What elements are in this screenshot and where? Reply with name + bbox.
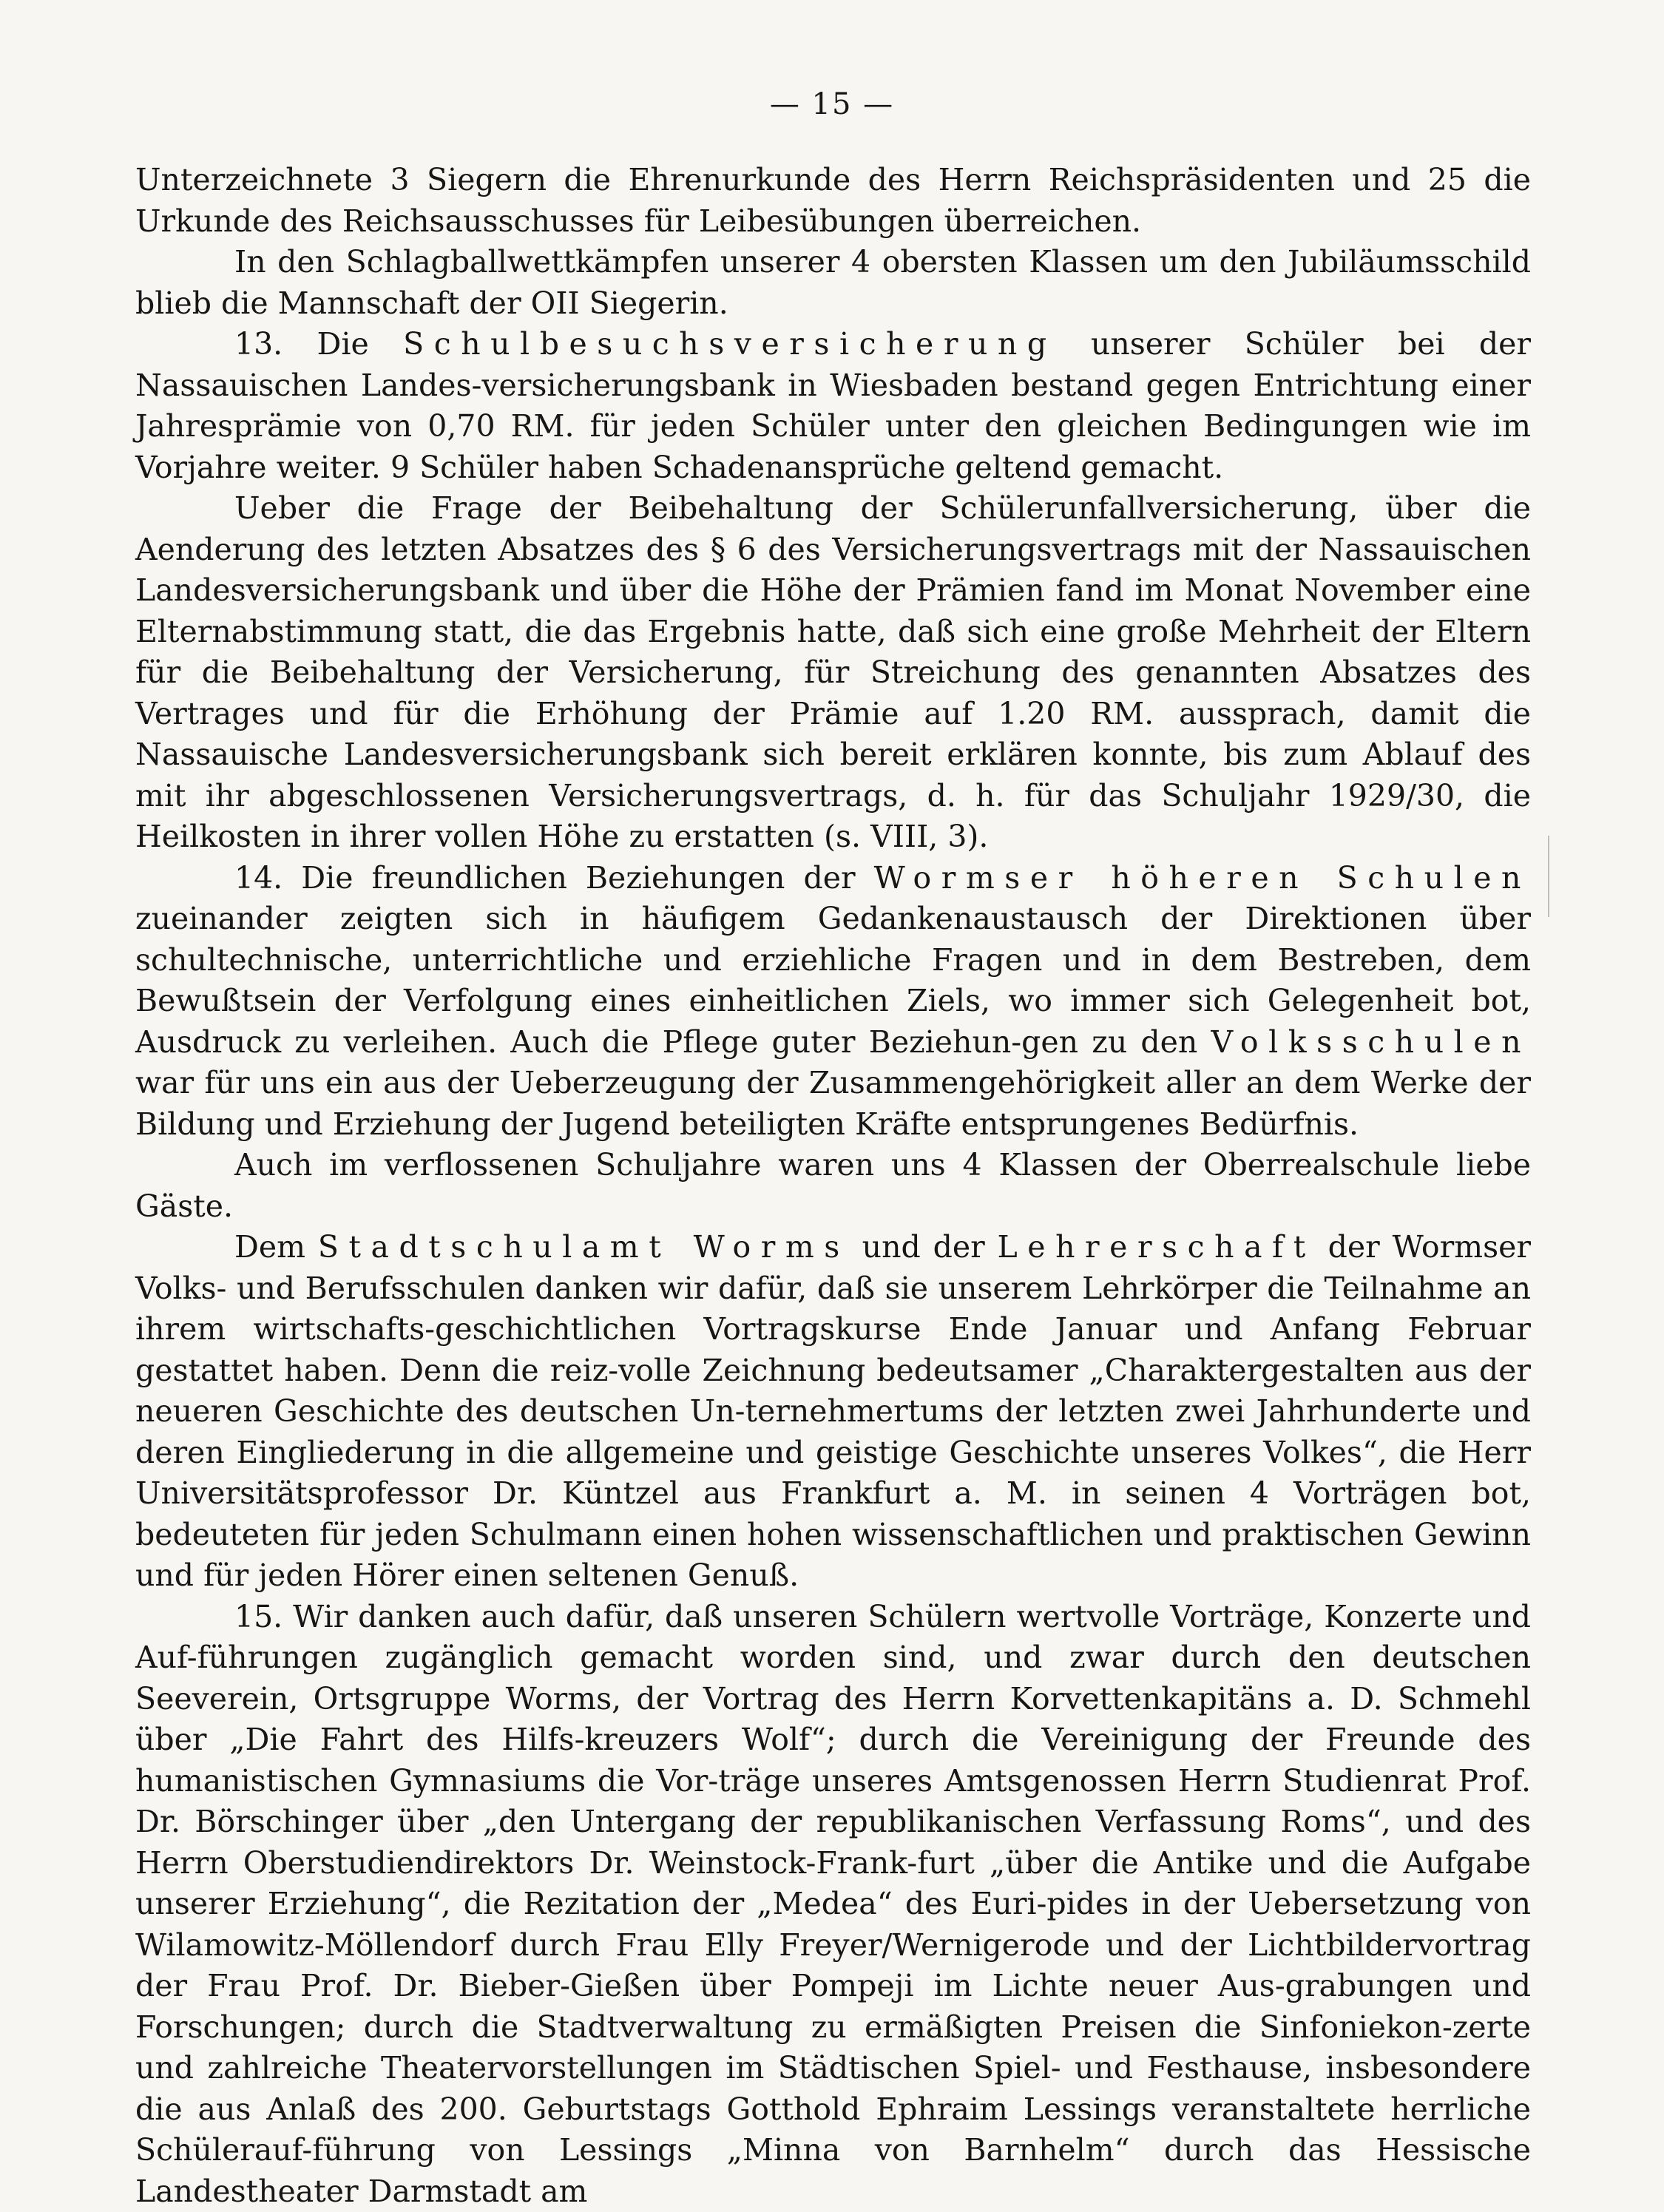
paragraph-text: der Wormser Volks- und Berufsschulen danken wir dafür, daß sie unserem Lehrkörper die Teilnahme an ihrem wirtschafts-geschichtlichen Vortragskurse Ende Januar und Anfang Februar gestattet haben. Denn die reiz-volle Zeichnung bedeutsamer „Charaktergestalten aus der neueren Geschichte des deutschen Un-ternehmertums der letzten zwei Jahrhunderte und deren Eingliederung in die allgemeine und geistige Geschichte unseres Volkes“, die Herr Universitätsprofessor Dr. Küntzel aus Frankfurt a. M. in seinen 4 Vorträgen bot, bedeuteten für jeden Schulmann einen hohen wissenschaftlichen und praktischen Gewinn und für jeden Hörer einen seltenen Genuß. <box>135 1229 1531 1593</box>
emphasized-term: Schulbesuchsversicherung <box>403 326 1057 362</box>
paragraph-text: In den Schlagballwettkämpfen unserer 4 obersten Klassen um den Jubiläumsschild blieb die Mannschaft der OII Siegerin. <box>135 244 1531 321</box>
emphasized-term: Lehrerschaft <box>998 1229 1316 1265</box>
paragraph <box>135 324 1531 488</box>
paragraph <box>135 858 1531 1146</box>
paragraph-text: Dem <box>234 1229 318 1265</box>
paragraph <box>135 242 1531 324</box>
paragraph <box>135 160 1531 242</box>
body-text <box>135 160 1531 2212</box>
paragraph-text: unserer Schüler bei der Nassauischen Landes-versicherungsbank in Wiesbaden bestand gegen Entrichtung einer Jahresprämie von 0,70 RM. für jeden Schüler unter den gleichen Bedingungen wie im Vorjahre weiter. 9 Schüler haben Schadenansprüche geltend gemacht. <box>135 326 1531 485</box>
paragraph-text: war für uns ein aus der Ueberzeugung der Zusammengehörigkeit aller an dem Werke der Bildung und Erziehung der Jugend beteiligten Kräfte entsprungenes Bedürfnis. <box>135 1065 1531 1142</box>
page-number: — 15 — <box>0 87 1664 121</box>
paragraph-text: und der <box>850 1229 998 1265</box>
paragraph-text: Auch im verflossenen Schuljahre waren uns 4 Klassen der Oberrealschule liebe Gäste. <box>135 1147 1531 1224</box>
paragraph-text: 13. Die <box>234 326 403 362</box>
emphasized-term: Stadtschulamt Worms <box>318 1229 850 1265</box>
emphasized-term: Volksschulen <box>1211 1024 1531 1060</box>
paragraph-text: zueinander zeigten sich in häufigem Gedankenaustausch der Direktionen über schultechnische, unterrichtliche und erziehliche Fragen und in dem Bestreben, dem Bewußtsein der Verfolgung eines einheitlichen Ziels, wo immer sich Gelegenheit bot, Ausdruck zu verleihen. Auch die Pflege guter Beziehun-gen zu den <box>135 901 1531 1060</box>
paragraph <box>135 1597 1531 2212</box>
paragraph <box>135 488 1531 858</box>
emphasized-term: Wormser höheren Schulen <box>874 860 1531 896</box>
paragraph-text: 14. Die freundlichen Beziehungen der <box>234 860 874 896</box>
paragraph-text: 15. Wir danken auch dafür, daß unseren Schülern wertvolle Vorträge, Konzerte und Auf-führungen zugänglich gemacht worden sind, und zwar durch den deutschen Seeverein, Ortsgruppe Worms, der Vortrag des Herrn Korvettenkapitäns a. D. Schmehl über „Die Fahrt des Hilfs-kreuzers Wolf“; durch die Vereinigung der Freunde des humanistischen Gymnasiums die Vor-träge unseres Amtsgenossen Herrn Studienrat Prof. Dr. Börschinger über „den Untergang der republikanischen Verfassung Roms“, und des Herrn Oberstudiendirektors Dr. Weinstock-Frank-furt „über die Antike und die Aufgabe unserer Erziehung“, die Rezitation der „Medea“ des Euri-pides in der Uebersetzung von Wilamowitz-Möllendorf durch Frau Elly Freyer/Wernigerode und der Lichtbildervortrag der Frau Prof. Dr. Bieber-Gießen über Pompeji im Lichte neuer Aus-grabungen und Forschungen; durch die Stadtverwaltung zu ermäßigten Preisen die Sinfoniekon-zerte und zahlreiche Theatervorstellungen im Städtischen Spiel- und Festhause, insbesondere die aus Anlaß des 200. Geburtstags Gotthold Ephraim Lessings veranstaltete herrliche Schülerauf-führung von Lessings „Minna von Barnhelm“ durch das Hessische Landestheater Darmstadt am <box>135 1599 1531 2209</box>
paragraph <box>135 1227 1531 1597</box>
paragraph <box>135 1145 1531 1227</box>
paragraph-text: Ueber die Frage der Beibehaltung der Schülerunfallversicherung, über die Aenderung des letzten Absatzes des § 6 des Versicherungsvertrags mit der Nassauischen Landesversicherungsbank und über die Höhe der Prämien fand im Monat November eine Elternabstimmung statt, die das Ergebnis hatte, daß sich eine große Mehrheit der Eltern für die Beibehaltung der Versicherung, für Streichung des genannten Absatzes des Vertrages und für die Erhöhung der Prämie auf 1.20 RM. aussprach, damit die Nassauische Landesversicherungsbank sich bereit erklären konnte, bis zum Ablauf des mit ihr abgeschlossenen Versicherungsvertrags, d. h. für das Schuljahr 1929/30, die Heilkosten in ihrer vollen Höhe zu erstatten (s. VIII, 3). <box>135 490 1531 854</box>
paragraph-text: Unterzeichnete 3 Siegern die Ehrenurkunde des Herrn Reichspräsidenten und 25 die Urkunde des Reichsausschusses für Leibesübungen überreichen. <box>135 162 1531 239</box>
page-edge-line <box>1548 836 1549 917</box>
